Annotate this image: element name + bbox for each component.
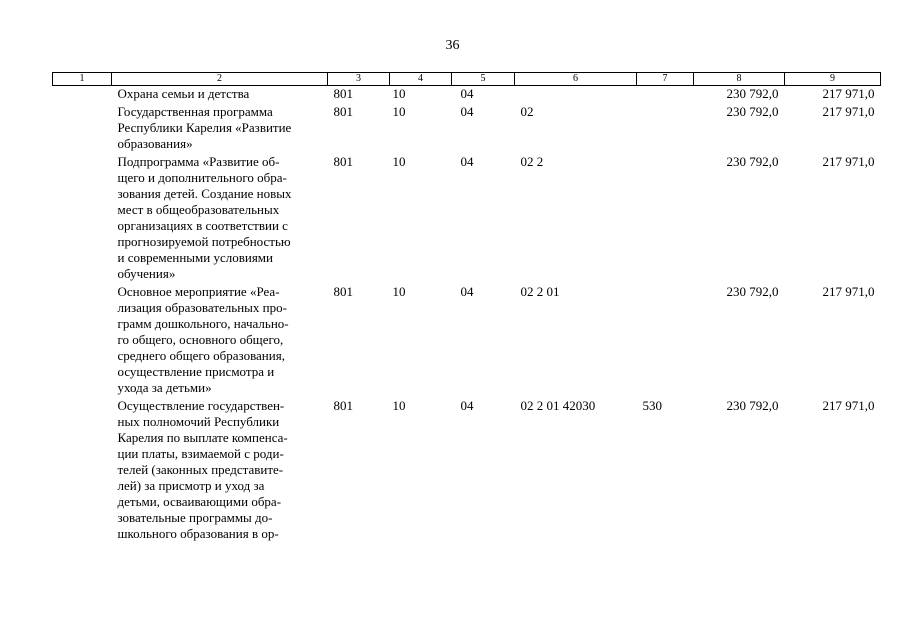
table-row — [53, 154, 881, 284]
item-name-line: Осуществление государствен- — [117, 398, 285, 413]
header-col-2: 2 — [112, 73, 328, 86]
cell-amount-2: 217 971,0 — [822, 86, 875, 101]
cell-item-name — [112, 104, 328, 154]
item-name-line: организациях в соответствии с — [117, 218, 288, 233]
cell-subsection-code: 04 — [460, 284, 474, 299]
item-name-line: Основное мероприятие «Реа- — [117, 284, 280, 299]
cell-col-1 — [53, 104, 112, 154]
item-name-line: обучения» — [117, 266, 176, 281]
cell-amount-1: 230 792,0 — [726, 86, 779, 101]
item-name-line: лей) за присмотр и уход за — [117, 478, 265, 493]
cell-expense-type — [637, 86, 694, 105]
cell-amount-1: 230 792,0 — [726, 154, 779, 169]
item-name-line: и современными условиями — [117, 250, 273, 265]
cell-col-1 — [53, 86, 112, 105]
item-name-line: Подпрограмма «Развитие об- — [117, 154, 280, 169]
item-name-line: Республики Карелия «Развитие — [117, 120, 292, 135]
cell-section-code: 10 — [392, 398, 406, 413]
header-col-3: 3 — [328, 73, 390, 86]
item-name-line: грамм дошкольного, начально- — [117, 316, 289, 331]
header-col-9: 9 — [785, 73, 881, 86]
item-name-line: осуществление присмотра и — [117, 364, 275, 379]
cell-col-1 — [53, 154, 112, 284]
cell-item-name — [112, 86, 328, 105]
header-col-4: 4 — [390, 73, 452, 86]
table-header — [53, 73, 881, 86]
cell-target-article: 02 2 — [520, 154, 544, 169]
header-col-6: 6 — [515, 73, 637, 86]
item-name-line: щего и дополнительного обра- — [117, 170, 287, 185]
cell-col-1 — [53, 398, 112, 544]
cell-amount-1: 230 792,0 — [726, 284, 779, 299]
item-name-line: Карелия по выплате компенса- — [117, 430, 288, 445]
item-name-line: Государственная программа — [117, 104, 273, 119]
cell-section-code: 10 — [392, 284, 406, 299]
header-col-8: 8 — [694, 73, 785, 86]
cell-target-article — [515, 86, 637, 105]
item-name-line: телей (законных представите- — [117, 462, 284, 477]
cell-ministry-code: 801 — [333, 86, 353, 101]
cell-target-article: 02 2 01 42030 — [520, 398, 596, 413]
cell-expense-type — [637, 284, 694, 398]
cell-item-name — [112, 154, 328, 284]
cell-section-code: 10 — [392, 154, 406, 169]
table-body — [53, 86, 881, 545]
cell-amount-2: 217 971,0 — [822, 398, 875, 413]
item-name-line: детьми, осваивающими обра- — [117, 494, 282, 509]
cell-expense-type: 530 — [642, 398, 662, 413]
item-name-line: ции платы, взимаемой с роди- — [117, 446, 284, 461]
header-row — [53, 73, 881, 86]
header-col-5: 5 — [452, 73, 515, 86]
cell-amount-2: 217 971,0 — [822, 154, 875, 169]
cell-amount-2: 217 971,0 — [822, 284, 875, 299]
item-name-line: ухода за детьми» — [117, 380, 212, 395]
item-name-line: зовательные программы до- — [117, 510, 273, 525]
cell-target-article: 02 — [520, 104, 534, 119]
cell-subsection-code: 04 — [460, 154, 474, 169]
cell-subsection-code: 04 — [460, 104, 474, 119]
cell-subsection-code: 04 — [460, 86, 474, 101]
page-number: 36 — [445, 38, 460, 53]
cell-section-code: 10 — [392, 104, 406, 119]
cell-section-code: 10 — [392, 86, 406, 101]
item-name-line: среднего общего образования, — [117, 348, 285, 363]
item-name-line: образования» — [117, 136, 193, 151]
item-name-line: зования детей. Создание новых — [117, 186, 292, 201]
item-name-line: школьного образования в ор- — [117, 526, 279, 541]
table-row — [53, 104, 881, 154]
budget-table — [52, 72, 881, 544]
item-name-line: Охрана семьи и детства — [117, 86, 250, 101]
item-name-line: мест в общеобразовательных — [117, 202, 280, 217]
cell-ministry-code: 801 — [333, 284, 353, 299]
cell-item-name — [112, 398, 328, 544]
table-row — [53, 398, 881, 544]
item-name-line: лизация образовательных про- — [117, 300, 287, 315]
cell-subsection-code: 04 — [460, 398, 474, 413]
cell-target-article: 02 2 01 — [520, 284, 560, 299]
cell-amount-1: 230 792,0 — [726, 104, 779, 119]
cell-expense-type — [637, 154, 694, 284]
header-col-1: 1 — [53, 73, 112, 86]
header-col-7: 7 — [637, 73, 694, 86]
cell-item-name — [112, 284, 328, 398]
cell-amount-2: 217 971,0 — [822, 104, 875, 119]
item-name-line: прогнозируемой потребностью — [117, 234, 291, 249]
table-row — [53, 284, 881, 398]
table-row — [53, 86, 881, 105]
cell-ministry-code: 801 — [333, 398, 353, 413]
cell-col-1 — [53, 284, 112, 398]
cell-ministry-code: 801 — [333, 154, 353, 169]
item-name-line: го общего, основного общего, — [117, 332, 284, 347]
cell-ministry-code: 801 — [333, 104, 353, 119]
item-name-line: ных полномочий Республики — [117, 414, 280, 429]
cell-expense-type — [637, 104, 694, 154]
cell-amount-1: 230 792,0 — [726, 398, 779, 413]
